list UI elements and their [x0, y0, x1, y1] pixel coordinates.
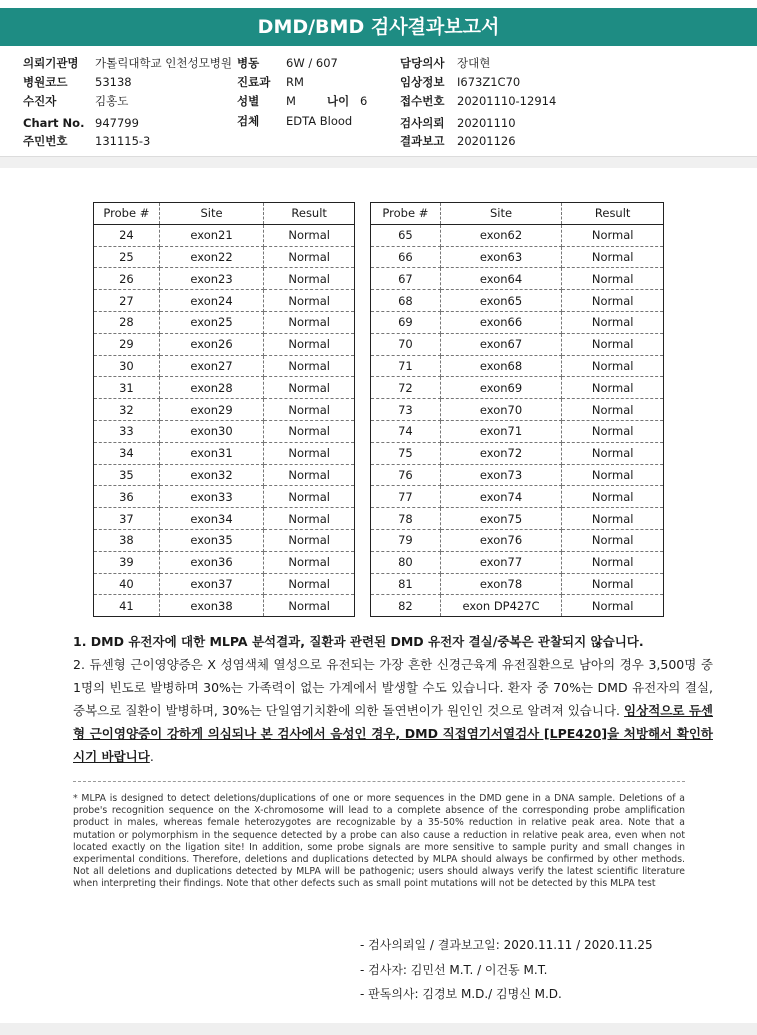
- result-cell: Normal: [264, 311, 355, 333]
- table-row: [371, 573, 664, 595]
- resident-no-value: 131115-3: [95, 134, 151, 148]
- result-cell: Normal: [264, 399, 355, 421]
- table-row: [371, 442, 664, 464]
- table-row: [94, 420, 355, 442]
- site-cell: exon28: [159, 377, 264, 399]
- table-row: [371, 290, 664, 312]
- site-cell: exon63: [440, 246, 562, 268]
- probe-number-cell: 74: [371, 420, 441, 442]
- table-row: [94, 529, 355, 551]
- test-request-value: 20201110: [457, 116, 516, 130]
- site-cell: exon75: [440, 508, 562, 530]
- probe-number-cell: 26: [94, 268, 160, 290]
- site-cell: exon32: [159, 464, 264, 486]
- chart-no-value: 947799: [95, 116, 139, 130]
- result-cell: Normal: [264, 355, 355, 377]
- site-cell: exon65: [440, 290, 562, 312]
- site-cell: exon37: [159, 573, 264, 595]
- site-cell: exon78: [440, 573, 562, 595]
- site-cell: exon67: [440, 333, 562, 355]
- interpretation-item-2: [73, 653, 713, 768]
- section-divider: [0, 156, 757, 168]
- site-cell: exon70: [440, 399, 562, 421]
- result-cell: Normal: [264, 224, 355, 246]
- interpretation-item-1: 1. DMD 유전자에 대한 MLPA 분석결과, 질환과 관련된 DMD 유전자 결실/중복은 관찰되지 않습니다.: [73, 634, 644, 649]
- probe-number-cell: 78: [371, 508, 441, 530]
- table-header-row: [371, 203, 664, 225]
- probe-number-cell: 68: [371, 290, 441, 312]
- table-row: [94, 311, 355, 333]
- site-cell: exon76: [440, 529, 562, 551]
- probe-number-cell: 75: [371, 442, 441, 464]
- result-cell: Normal: [562, 551, 664, 573]
- age-label: 나이: [327, 94, 350, 108]
- chart-no-label: Chart No.: [23, 116, 85, 130]
- result-cell: Normal: [264, 573, 355, 595]
- result-cell: Normal: [562, 290, 664, 312]
- result-cell: Normal: [562, 464, 664, 486]
- probe-number-cell: 66: [371, 246, 441, 268]
- site-cell: exon73: [440, 464, 562, 486]
- result-cell: Normal: [562, 420, 664, 442]
- result-cell: Normal: [562, 529, 664, 551]
- result-cell: Normal: [562, 224, 664, 246]
- physician-value: 장대현: [457, 56, 491, 70]
- examinee-label: 수진자: [23, 94, 57, 108]
- age-value: 6: [360, 94, 368, 108]
- table-row: [371, 246, 664, 268]
- patient-info-section: [0, 54, 757, 154]
- table-row: [371, 420, 664, 442]
- specimen-value: EDTA Blood: [286, 114, 353, 128]
- result-cell: Normal: [562, 508, 664, 530]
- site-header: Site: [440, 203, 562, 225]
- probe-number-cell: 81: [371, 573, 441, 595]
- table-row: [371, 486, 664, 508]
- footnote-divider: [73, 781, 685, 782]
- testers-line: - 검사자: 김민선 M.T. / 이건동 M.T.: [360, 963, 548, 977]
- hospital-code-value: 53138: [95, 75, 132, 89]
- probe-number-cell: 36: [94, 486, 160, 508]
- department-value: RM: [286, 75, 304, 89]
- result-cell: Normal: [562, 268, 664, 290]
- table-row: [94, 246, 355, 268]
- interpretation-section: [73, 630, 713, 768]
- result-cell: Normal: [562, 355, 664, 377]
- result-cell: Normal: [562, 246, 664, 268]
- probe-number-cell: 32: [94, 399, 160, 421]
- table-row: [94, 573, 355, 595]
- department-label: 진료과: [237, 75, 271, 89]
- result-report-value: 20201126: [457, 134, 516, 148]
- table-row: [371, 311, 664, 333]
- probe-number-cell: 24: [94, 224, 160, 246]
- site-cell: exon68: [440, 355, 562, 377]
- table-row: [94, 290, 355, 312]
- site-cell: exon64: [440, 268, 562, 290]
- result-report-label: 결과보고: [400, 134, 445, 148]
- result-cell: Normal: [264, 420, 355, 442]
- site-cell: exon25: [159, 311, 264, 333]
- requesting-institution-label: 의뢰기관명: [23, 56, 79, 70]
- probe-number-cell: 79: [371, 529, 441, 551]
- site-cell: exon31: [159, 442, 264, 464]
- site-cell: exon74: [440, 486, 562, 508]
- table-row: [94, 399, 355, 421]
- site-cell: exon34: [159, 508, 264, 530]
- result-cell: Normal: [288, 598, 330, 613]
- table-row: [371, 595, 664, 617]
- receipt-no-value: 20201110-12914: [457, 94, 557, 108]
- probe-number-cell: 67: [371, 268, 441, 290]
- test-request-label: 검사의뢰: [400, 116, 445, 130]
- table-row: [371, 529, 664, 551]
- table-row: [371, 508, 664, 530]
- table-row: [94, 333, 355, 355]
- result-cell: Normal: [562, 399, 664, 421]
- probe-number-cell: 69: [371, 311, 441, 333]
- site-cell: exon DP427C: [440, 595, 562, 617]
- specimen-label: 검체: [237, 114, 260, 128]
- requesting-institution-value: 가톨릭대학교 인천성모병원: [95, 56, 232, 70]
- probe-number-cell: 71: [371, 355, 441, 377]
- probe-table-right-body: [371, 224, 664, 616]
- site-cell: exon26: [159, 333, 264, 355]
- result-cell: Normal: [562, 311, 664, 333]
- site-cell: exon72: [440, 442, 562, 464]
- probe-number-cell: 31: [94, 377, 160, 399]
- probe-number-cell: 40: [94, 573, 160, 595]
- page-bottom-band: [0, 1023, 757, 1035]
- table-row: [371, 377, 664, 399]
- receipt-no-label: 접수번호: [400, 94, 445, 108]
- site-cell: exon36: [159, 551, 264, 573]
- probe-table-left: [93, 202, 355, 617]
- probe-number-cell: 25: [94, 246, 160, 268]
- result-cell: Normal: [562, 573, 664, 595]
- result-cell: Normal: [562, 377, 664, 399]
- table-row: [371, 464, 664, 486]
- site-cell: exon35: [159, 529, 264, 551]
- table-header-row: [94, 203, 355, 225]
- site-header: Site: [159, 203, 264, 225]
- report-title: DMD/BMD 검사결과보고서: [0, 8, 757, 46]
- result-cell: Normal: [264, 464, 355, 486]
- result-cell: Normal: [264, 529, 355, 551]
- probe-number-cell: 39: [94, 551, 160, 573]
- ward-value: 6W / 607: [286, 56, 338, 70]
- site-cell: exon29: [159, 399, 264, 421]
- site-cell: exon71: [440, 420, 562, 442]
- probe-number-cell: 27: [94, 290, 160, 312]
- result-cell: Normal: [562, 333, 664, 355]
- hospital-code-label: 병원코드: [23, 75, 68, 89]
- result-cell: Normal: [562, 442, 664, 464]
- result-cell: Normal: [264, 442, 355, 464]
- ward-label: 병동: [237, 56, 260, 70]
- table-row: [94, 464, 355, 486]
- probe-number-cell: 35: [94, 464, 160, 486]
- table-row: [371, 399, 664, 421]
- table-row: [94, 442, 355, 464]
- result-cell: Normal: [264, 290, 355, 312]
- site-cell: exon27: [159, 355, 264, 377]
- site-cell: exon66: [440, 311, 562, 333]
- site-cell: exon69: [440, 377, 562, 399]
- probe-number-cell: 34: [94, 442, 160, 464]
- probe-number-cell: 82: [371, 595, 441, 617]
- readers-line: - 판독의사: 김경보 M.D./ 김명신 M.D.: [360, 987, 562, 1001]
- table-row: [371, 268, 664, 290]
- result-cell: Normal: [264, 268, 355, 290]
- probe-number-cell: 77: [371, 486, 441, 508]
- result-cell: Normal: [264, 551, 355, 573]
- probe-number-cell: 41: [94, 595, 160, 617]
- site-cell: exon62: [440, 224, 562, 246]
- table-row: [94, 268, 355, 290]
- probe-number-cell: 70: [371, 333, 441, 355]
- interpretation-item-2-end: .: [149, 749, 154, 764]
- site-cell: exon24: [159, 290, 264, 312]
- clinical-info-value: I673Z1C70: [457, 75, 521, 89]
- table-row: [371, 355, 664, 377]
- site-cell: exon77: [440, 551, 562, 573]
- clinical-info-label: 임상정보: [400, 75, 445, 89]
- result-header: Result: [264, 203, 355, 225]
- site-cell: exon30: [159, 420, 264, 442]
- probe-number-cell: 33: [94, 420, 160, 442]
- table-row: [371, 551, 664, 573]
- probe-number-cell: 38: [94, 529, 160, 551]
- table-row: [94, 486, 355, 508]
- table-row: [371, 224, 664, 246]
- probe-number-cell: 37: [94, 508, 160, 530]
- mlpa-footnote: * MLPA is designed to detect deletions/duplications of one or more sequences in the DMD gene in a DNA sample. Deletions of a probe's recognition sequence on the X-chromosome will lead to a complete absence of the corresponding probe amplification product in males, whereas female heterozygotes are recognizable by a 35-50% reduction in relative peak area. Note that a mutation or polymorphism in the sequence detected by a probe can also cause a reduction in relative peak area, even when not located exactly on the ligation site! In addition, some probe signals are more sensitive to sample purity and small changes in experimental conditions. Therefore, deletions and duplications detected by MLPA should always be confirmed by other methods. Not all deletions and duplications detected by MLPA will be pathogenic; users should always verify the latest scientific literature when interpreting their findings. Note that other defects such as small point mutations will not be detected by this MLPA test: [73, 793, 685, 890]
- probe-number-cell: 65: [371, 224, 441, 246]
- probe-table-left-body: [94, 224, 355, 616]
- table-row: [371, 333, 664, 355]
- table-row: [94, 551, 355, 573]
- result-cell: Normal: [562, 486, 664, 508]
- table-row: [94, 508, 355, 530]
- interpretation-item-2-emphasis: 임상적으로 듀센형 근이영양증이 강하게 의심되나 본 검사에서 음성인 경우, DMD 직접염기서열검사 [LPE420]을 처방해서 확인하시기 바랍니다: [73, 703, 713, 764]
- interpretation-item-2-text: 2. 듀센형 근이영양증은 X 성염색체 열성으로 유전되는 가장 흔한 신경근육계 유전질환으로 남아의 경우 3,500명 중 1명의 빈도로 발병하며 30%는 가족력이 없는 가계에서 발생할 수도 있습니다. 환자 중 70%는 DMD 유전자의 결실, 중복으로 질환이 발병하며, 30%는 단일염기치환에 의한 돌연변이가 원인인 것으로 알려져 있습니다.: [73, 657, 713, 718]
- probe-number-cell: 72: [371, 377, 441, 399]
- probe-number-cell: 28: [94, 311, 160, 333]
- sex-value: M: [286, 94, 296, 108]
- probe-header: Probe #: [371, 203, 441, 225]
- resident-no-label: 주민번호: [23, 134, 68, 148]
- probe-table-right: [370, 202, 664, 617]
- site-cell: exon33: [159, 486, 264, 508]
- table-row: [94, 595, 355, 617]
- table-row: [94, 355, 355, 377]
- dates-line: - 검사의뢰일 / 결과보고일: 2020.11.11 / 2020.11.25: [360, 938, 653, 952]
- examinee-value: 김홍도: [95, 94, 129, 108]
- result-cell: Normal: [264, 333, 355, 355]
- result-cell: Normal: [264, 246, 355, 268]
- result-header: Result: [562, 203, 664, 225]
- sex-label: 성별: [237, 94, 260, 108]
- probe-number-cell: 29: [94, 333, 160, 355]
- probe-number-cell: 76: [371, 464, 441, 486]
- table-row: [94, 377, 355, 399]
- probe-number-cell: 30: [94, 355, 160, 377]
- result-cell: Normal: [591, 598, 634, 613]
- physician-label: 담당의사: [400, 56, 445, 70]
- probe-number-cell: 80: [371, 551, 441, 573]
- site-cell: exon23: [159, 268, 264, 290]
- table-row: [94, 224, 355, 246]
- result-cell: Normal: [264, 486, 355, 508]
- site-cell: exon38: [159, 595, 264, 617]
- probe-header: Probe #: [94, 203, 160, 225]
- result-cell: Normal: [264, 508, 355, 530]
- site-cell: exon21: [159, 224, 264, 246]
- probe-number-cell: 73: [371, 399, 441, 421]
- result-cell: Normal: [264, 377, 355, 399]
- site-cell: exon22: [159, 246, 264, 268]
